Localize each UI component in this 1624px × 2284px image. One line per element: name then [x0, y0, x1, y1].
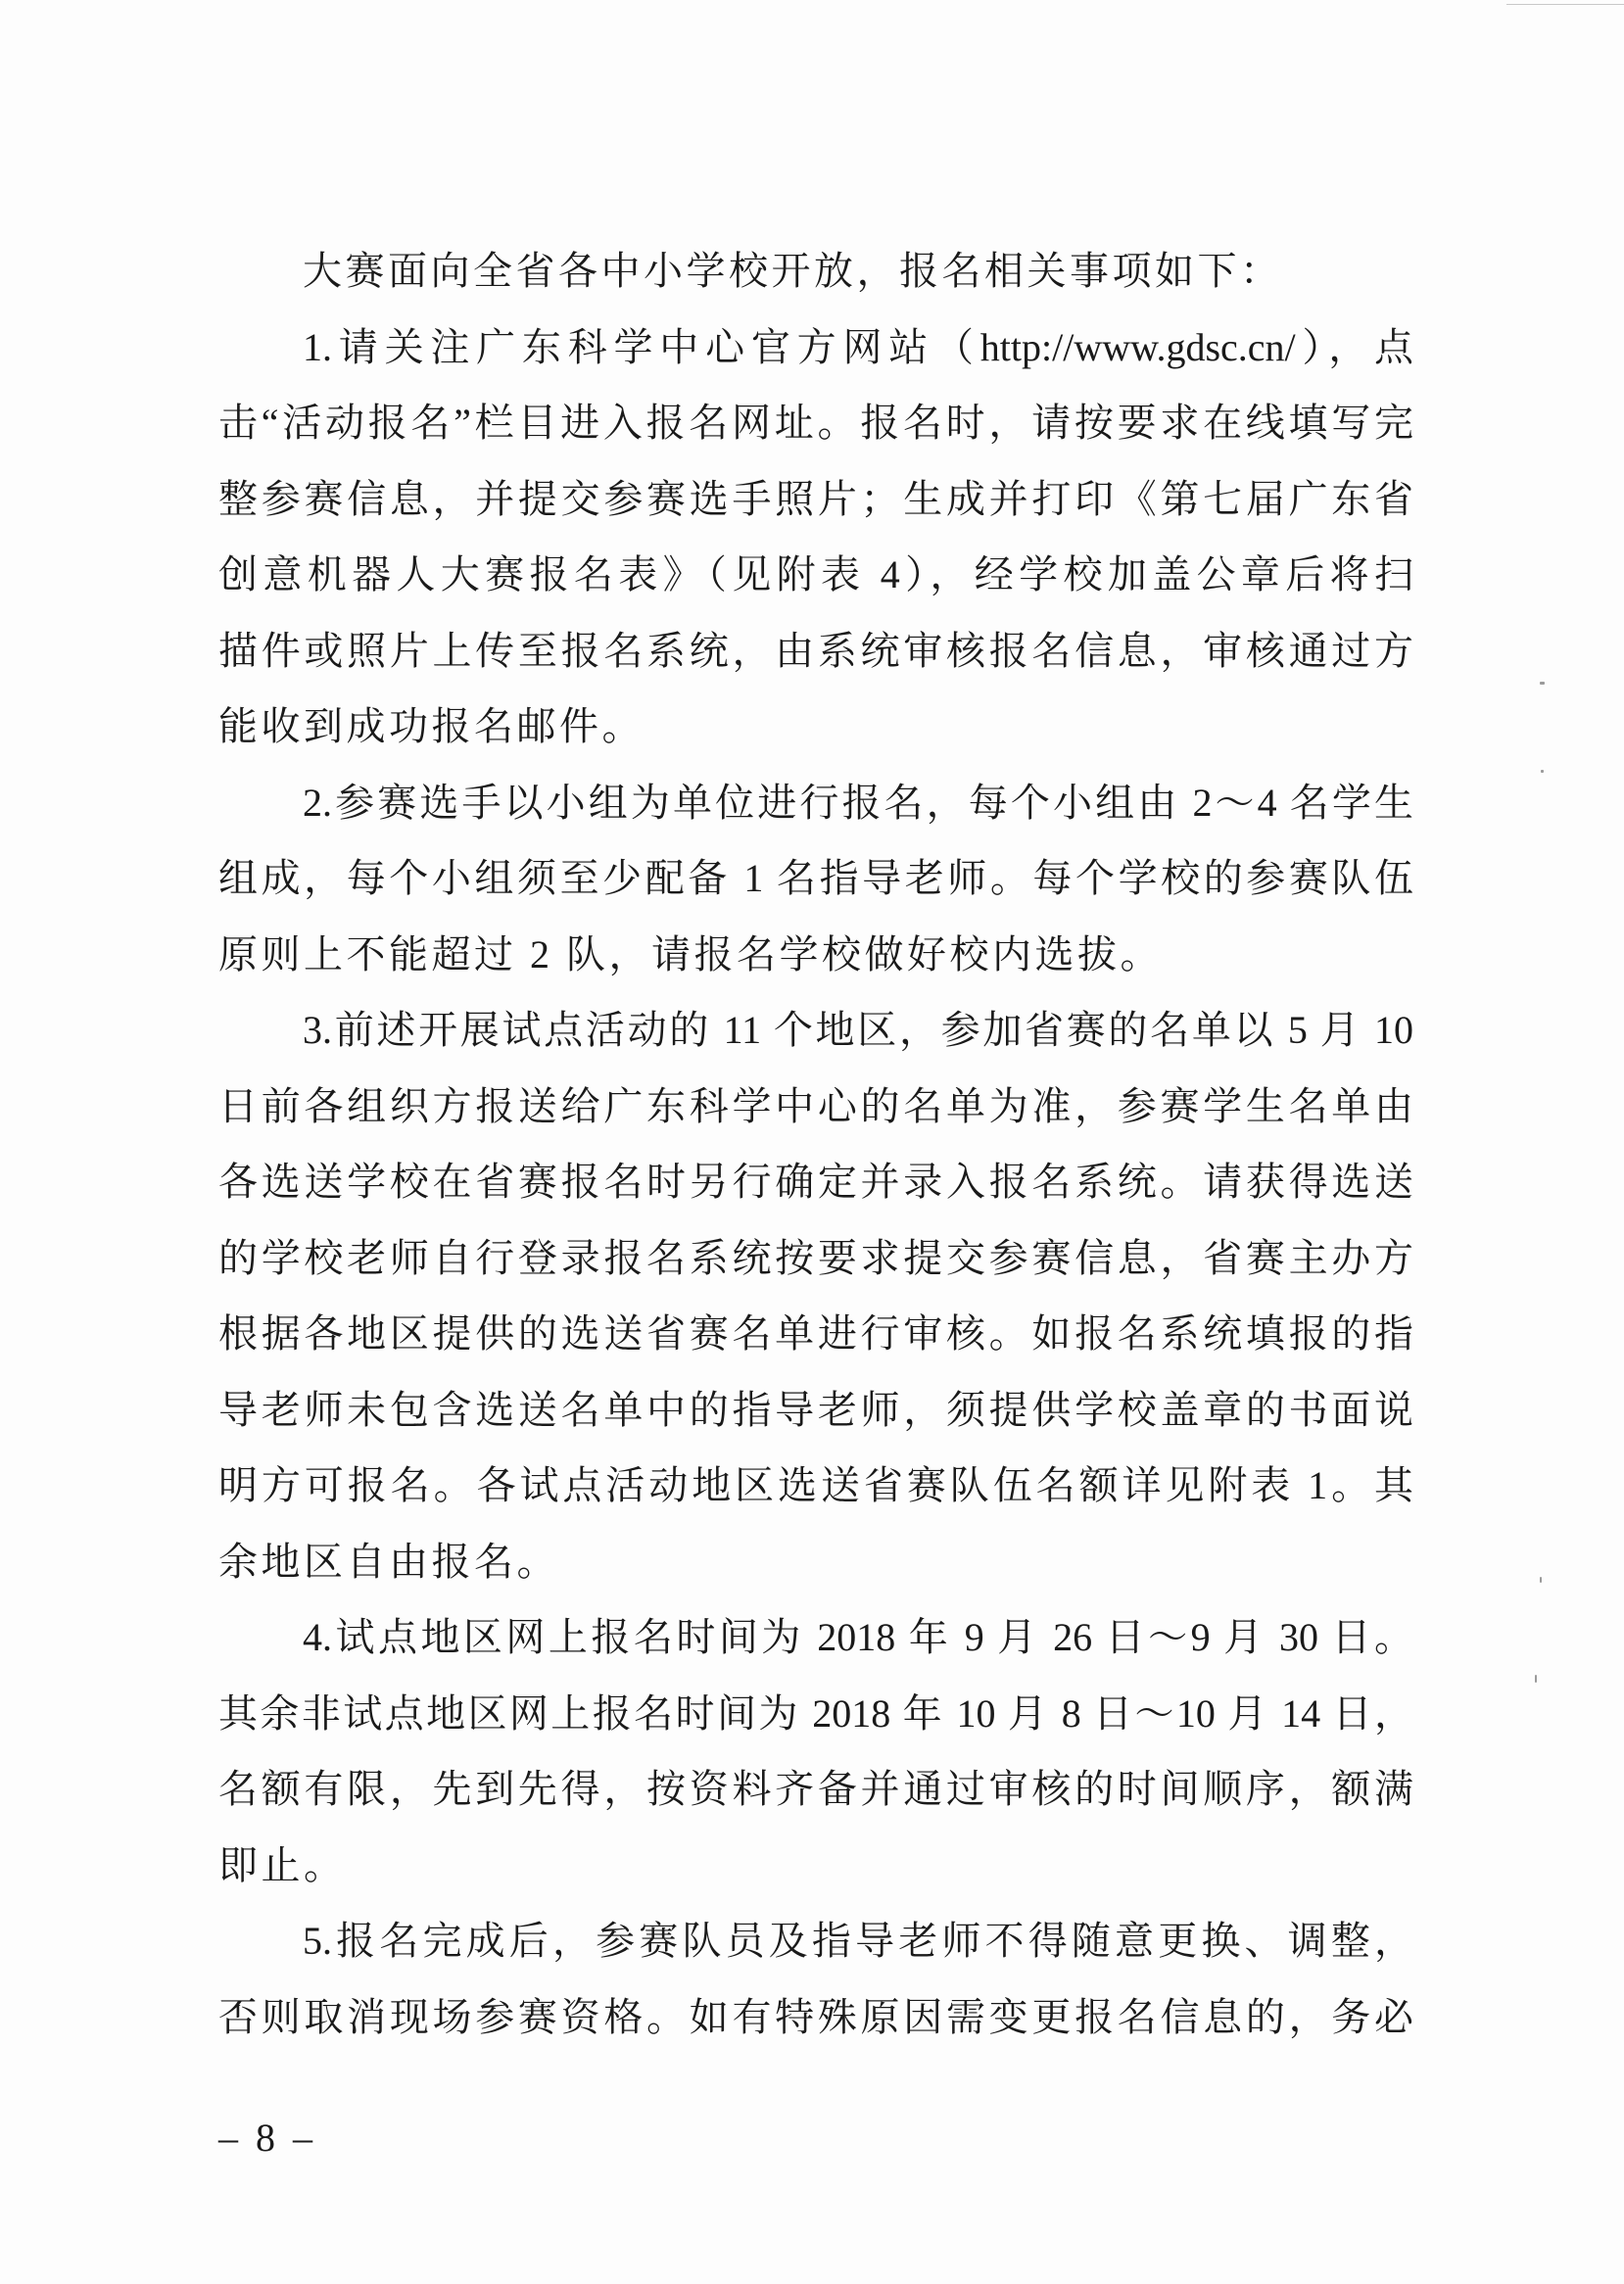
scan-speck	[1541, 770, 1544, 773]
page-number: – 8 –	[218, 2116, 316, 2160]
scan-speck	[1540, 1577, 1542, 1583]
paragraph-3-line: 日前各组织方报送给广东科学中心的名单为准，参赛学生名单由	[218, 1083, 1413, 1128]
paragraph-3-line: 3.前述开展试点活动的 11 个地区，参加省赛的名单以 5 月 10	[303, 1008, 1413, 1052]
paragraph-3-line: 的学校老师自行登录报名系统按要求提交参赛信息，省赛主办方	[218, 1235, 1413, 1280]
paragraph-3-line: 明方可报名。各试点活动地区选送省赛队伍名额详见附表 1。其	[218, 1463, 1413, 1507]
paragraph-1-line: 击“活动报名”栏目进入报名网址。报名时，请按要求在线填写完	[218, 401, 1413, 445]
paragraph-1-line: 能收到成功报名邮件。	[218, 704, 645, 748]
scan-edge-rule	[1506, 4, 1624, 5]
paragraph-4-line: 名额有限，先到先得，按资料齐备并通过审核的时间顺序，额满	[218, 1767, 1413, 1811]
paragraph-1-line: 整参赛信息，并提交参赛选手照片；生成并打印《第七届广东省	[218, 476, 1413, 521]
paragraph-3-line: 各选送学校在省赛报名时另行确定并录入报名系统。请获得选送	[218, 1160, 1413, 1204]
paragraph-1-line: 创意机器人大赛报名表》（见附表 4），经学校加盖公章后将扫	[218, 552, 1413, 596]
paragraph-1-line: 描件或照片上传至报名系统，由系统审核报名信息，审核通过方	[218, 628, 1413, 673]
paragraph-2-line: 组成，每个小组须至少配备 1 名指导老师。每个学校的参赛队伍	[218, 856, 1413, 900]
paragraph-3-line: 导老师未包含选送名单中的指导老师，须提供学校盖章的书面说	[218, 1387, 1413, 1432]
scan-speck	[1535, 1675, 1537, 1683]
paragraph-1-line: 1.请关注广东科学中心官方网站（http://www.gdsc.cn/），点	[303, 324, 1413, 369]
paragraph-2-line: 2.参赛选手以小组为单位进行报名，每个小组由 2～4 名学生	[303, 780, 1413, 825]
paragraph-2-line: 原则上不能超过 2 队，请报名学校做好校内选拔。	[218, 931, 1163, 976]
paragraph-4-line: 其余非试点地区网上报名时间为 2018 年 10 月 8 日～10 月 14 日，	[218, 1690, 1413, 1736]
paragraph-3-line: 根据各地区提供的选送省赛名单进行审核。如报名系统填报的指	[218, 1311, 1413, 1356]
paragraph-3-line: 余地区自由报名。	[218, 1539, 559, 1584]
paragraph-5-line: 5.报名完成后，参赛队员及指导老师不得随意更换、调整，	[303, 1919, 1413, 1963]
paragraph-4-line: 即止。	[218, 1842, 347, 1887]
body-text	[218, 233, 1413, 2055]
paragraph-5-line: 否则取消现场参赛资格。如有特殊原因需变更报名信息的，务必	[218, 1994, 1413, 2039]
scan-speck	[1540, 682, 1545, 685]
paragraph-4-line: 4.试点地区网上报名时间为 2018 年 9 月 26 日～9 月 30 日。	[303, 1615, 1413, 1659]
paragraph-intro-line: 大赛面向全省各中小学校开放，报名相关事项如下：	[303, 249, 1283, 293]
